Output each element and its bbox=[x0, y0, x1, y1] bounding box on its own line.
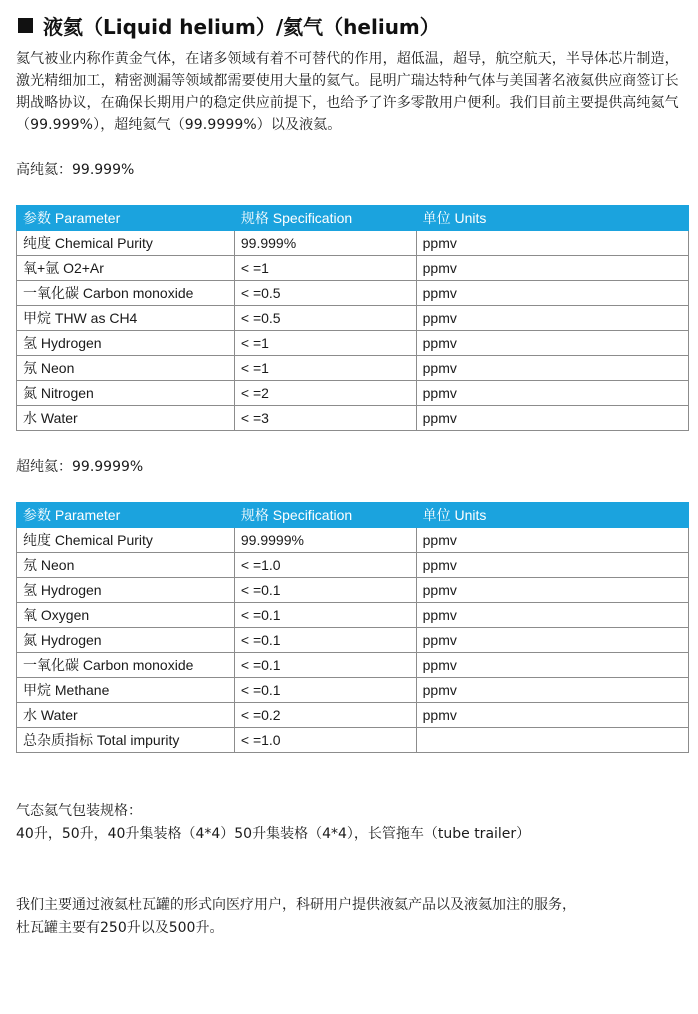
high-purity-label: 高纯氦：99.999% bbox=[16, 162, 135, 178]
cell-parameter: 氢 Hydrogen bbox=[17, 331, 235, 356]
ultra-purity-label: 超纯氦：99.9999% bbox=[16, 459, 144, 475]
cell-specification: < =1 bbox=[234, 256, 416, 281]
cell-specification: < =1.0 bbox=[234, 728, 416, 753]
intro-paragraph: 氦气被业内称作黄金气体，在诸多领域有着不可替代的作用，超低温，超导，航空航天，半导体芯片制造，激光精细加工，精密测漏等领域都需要使用大量的氦气。昆明广瑞达特种气体与美国著名液氦供应商签订长期战略协议，在确保长期用户的稳定供应前提下，也给予了许多零散用户便利。我们目前主要提供高纯氦气（99.999%），超纯氦气（99.9999%）以及液氦。 bbox=[16, 51, 679, 133]
table-row bbox=[17, 578, 689, 603]
cell-parameter: 一氧化碳 Carbon monoxide bbox=[17, 653, 235, 678]
cell-units: ppmv bbox=[416, 356, 688, 381]
table-row bbox=[17, 653, 689, 678]
cell-units: ppmv bbox=[416, 381, 688, 406]
table-row bbox=[17, 356, 689, 381]
cell-parameter: 总杂质指标 Total impurity bbox=[17, 728, 235, 753]
cell-parameter: 纯度 Chemical Purity bbox=[17, 528, 235, 553]
cell-specification: < =0.1 bbox=[234, 678, 416, 703]
cell-specification: < =2 bbox=[234, 381, 416, 406]
cell-units: ppmv bbox=[416, 678, 688, 703]
cell-parameter: 水 Water bbox=[17, 406, 235, 431]
cell-units bbox=[416, 728, 688, 753]
cell-specification: 99.999% bbox=[234, 231, 416, 256]
cell-parameter: 氧 Oxygen bbox=[17, 603, 235, 628]
page-title-text: 液氦（Liquid helium）/氦气（helium） bbox=[43, 14, 440, 39]
page-title bbox=[16, 8, 688, 42]
cell-specification: < =0.2 bbox=[234, 703, 416, 728]
square-bullet-icon bbox=[18, 18, 33, 33]
packaging-text: 40升，50升，40升集装格（4*4）50升集装格（4*4），长管拖车（tube trailer） bbox=[16, 826, 531, 842]
cell-units: ppmv bbox=[416, 578, 688, 603]
table-row bbox=[17, 628, 689, 653]
cell-units: ppmv bbox=[416, 653, 688, 678]
table-header-row bbox=[17, 206, 689, 231]
table-row bbox=[17, 703, 689, 728]
cell-units: ppmv bbox=[416, 331, 688, 356]
table-row bbox=[17, 528, 689, 553]
cell-specification: < =0.1 bbox=[234, 603, 416, 628]
cell-specification: < =1 bbox=[234, 331, 416, 356]
cell-units: ppmv bbox=[416, 306, 688, 331]
cell-specification: < =0.1 bbox=[234, 628, 416, 653]
cell-specification: < =0.5 bbox=[234, 281, 416, 306]
cell-parameter: 甲烷 THW as CH4 bbox=[17, 306, 235, 331]
cell-parameter: 氖 Neon bbox=[17, 553, 235, 578]
table-row bbox=[17, 331, 689, 356]
header-parameter: 参数 Parameter bbox=[17, 206, 235, 231]
cell-parameter: 氢 Hydrogen bbox=[17, 578, 235, 603]
cell-specification: < =1 bbox=[234, 356, 416, 381]
cell-units: ppmv bbox=[416, 528, 688, 553]
ultra-purity-spec-table bbox=[16, 502, 689, 753]
cell-specification: 99.9999% bbox=[234, 528, 416, 553]
cell-units: ppmv bbox=[416, 628, 688, 653]
service-note-line-1: 我们主要通过液氦杜瓦罐的形式向医疗用户，科研用户提供液氦产品以及液氦加注的服务， bbox=[16, 897, 576, 913]
cell-units: ppmv bbox=[416, 256, 688, 281]
cell-parameter: 纯度 Chemical Purity bbox=[17, 231, 235, 256]
cell-units: ppmv bbox=[416, 231, 688, 256]
cell-units: ppmv bbox=[416, 553, 688, 578]
cell-parameter: 氧+氩 O2+Ar bbox=[17, 256, 235, 281]
cell-parameter: 水 Water bbox=[17, 703, 235, 728]
cell-specification: < =0.5 bbox=[234, 306, 416, 331]
cell-specification: < =3 bbox=[234, 406, 416, 431]
cell-specification: < =0.1 bbox=[234, 653, 416, 678]
header-parameter: 参数 Parameter bbox=[17, 503, 235, 528]
cell-specification: < =1.0 bbox=[234, 553, 416, 578]
table-row bbox=[17, 553, 689, 578]
header-units: 单位 Units bbox=[416, 206, 688, 231]
table-row bbox=[17, 231, 689, 256]
header-specification: 规格 Specification bbox=[234, 503, 416, 528]
header-specification: 规格 Specification bbox=[234, 206, 416, 231]
document-page bbox=[16, 8, 688, 940]
table-row bbox=[17, 306, 689, 331]
table-row bbox=[17, 603, 689, 628]
table-row bbox=[17, 406, 689, 431]
table-row bbox=[17, 281, 689, 306]
cell-units: ppmv bbox=[416, 281, 688, 306]
high-purity-spec-table bbox=[16, 205, 689, 431]
service-note-line-2: 杜瓦罐主要有250升以及500升。 bbox=[16, 920, 224, 936]
cell-units: ppmv bbox=[416, 406, 688, 431]
cell-parameter: 甲烷 Methane bbox=[17, 678, 235, 703]
cell-parameter: 一氧化碳 Carbon monoxide bbox=[17, 281, 235, 306]
cell-parameter: 氮 Nitrogen bbox=[17, 381, 235, 406]
table-row bbox=[17, 728, 689, 753]
header-units: 单位 Units bbox=[416, 503, 688, 528]
cell-parameter: 氮 Hydrogen bbox=[17, 628, 235, 653]
table-row bbox=[17, 678, 689, 703]
table-header-row bbox=[17, 503, 689, 528]
cell-specification: < =0.1 bbox=[234, 578, 416, 603]
cell-parameter: 氖 Neon bbox=[17, 356, 235, 381]
packaging-heading: 气态氦气包装规格： bbox=[16, 803, 142, 819]
cell-units: ppmv bbox=[416, 603, 688, 628]
cell-units: ppmv bbox=[416, 703, 688, 728]
table-row bbox=[17, 256, 689, 281]
table-row bbox=[17, 381, 689, 406]
